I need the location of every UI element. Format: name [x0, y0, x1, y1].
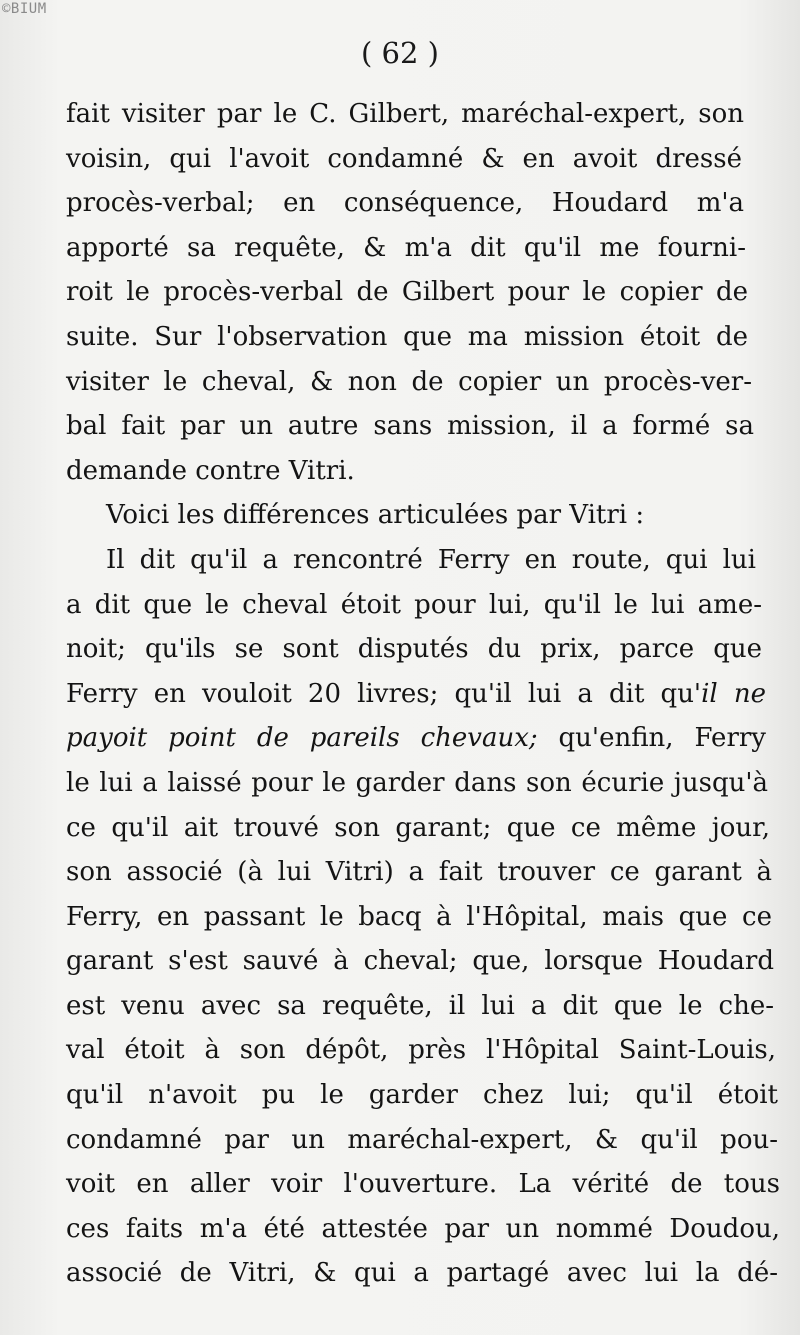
text-line: le lui a laissé pour le garder dans son écurie jusqu'à: [66, 767, 768, 798]
paragraph-start-line: Il dit qu'il a rencontré Ferry en route, qui lui: [106, 544, 756, 575]
text-line: Ferry, en passant le bacq à l'Hôpital, mais que ce: [66, 901, 772, 932]
text-line: a dit que le cheval étoit pour lui, qu'il le lui ame-: [66, 589, 762, 620]
text-line: fait visiter par le C. Gilbert, maréchal-expert, son: [66, 99, 744, 129]
watermark-label: ©BIUM: [2, 1, 47, 17]
text-line: ces faits m'a été attestée par un nommé Doudou,: [66, 1213, 780, 1244]
text-line: associé de Vitri, & qui a partagé avec lui la dé-: [66, 1258, 778, 1289]
body-text: [66, 92, 780, 1296]
text-line: condamné par un maréchal-expert, & qu'il pou-: [66, 1124, 778, 1155]
text-line: qu'il n'avoit pu le garder chez lui; qu'il étoit: [66, 1080, 778, 1111]
text-line-with-italic: [66, 716, 766, 761]
text-line: est venu avec sa requête, il lui a dit que le che-: [66, 990, 774, 1021]
text-line: procès-verbal; en conséquence, Houdard m'a: [66, 188, 744, 219]
italic-segment: payoit point de pareils chevaux;: [66, 723, 538, 754]
page-number: ( 62 ): [361, 36, 439, 70]
text-segment: qu'enfin, Ferry: [537, 723, 766, 754]
text-line-with-italic: [66, 672, 766, 717]
text-line: voisin, qui l'avoit condamné & en avoit dressé: [66, 143, 742, 174]
text-line: ce qu'il ait trouvé son garant; que ce même jour,: [66, 812, 770, 843]
text-line: roit le procès-verbal de Gilbert pour le copier de: [66, 277, 748, 308]
text-line: garant s'est sauvé à cheval; que, lorsque Houdard: [66, 946, 774, 977]
text-line: apporté sa requête, & m'a dit qu'il me fourni-: [66, 232, 746, 263]
text-line: bal fait par un autre sans mission, il a formé sa: [66, 411, 754, 442]
italic-segment: il ne: [701, 678, 766, 709]
text-line: son associé (à lui Vitri) a fait trouver ce garant à: [66, 857, 772, 888]
text-line: val étoit à son dépôt, près l'Hôpital Saint-Louis,: [66, 1035, 776, 1066]
text-line: noit; qu'ils se sont disputés du prix, parce que: [66, 634, 762, 665]
text-line: visiter le cheval, & non de copier un procès-ver-: [66, 366, 752, 397]
text-line: voit en aller voir l'ouverture. La vérité de tous: [66, 1169, 780, 1200]
text-line: demande contre Vitri.: [66, 455, 355, 486]
text-line: suite. Sur l'observation que ma mission étoit de: [66, 321, 748, 352]
text-segment: Ferry en vouloit 20 livres; qu'il lui a dit qu': [66, 678, 702, 709]
paragraph-start-line: Voici les différences articulées par Vitri :: [106, 500, 645, 531]
